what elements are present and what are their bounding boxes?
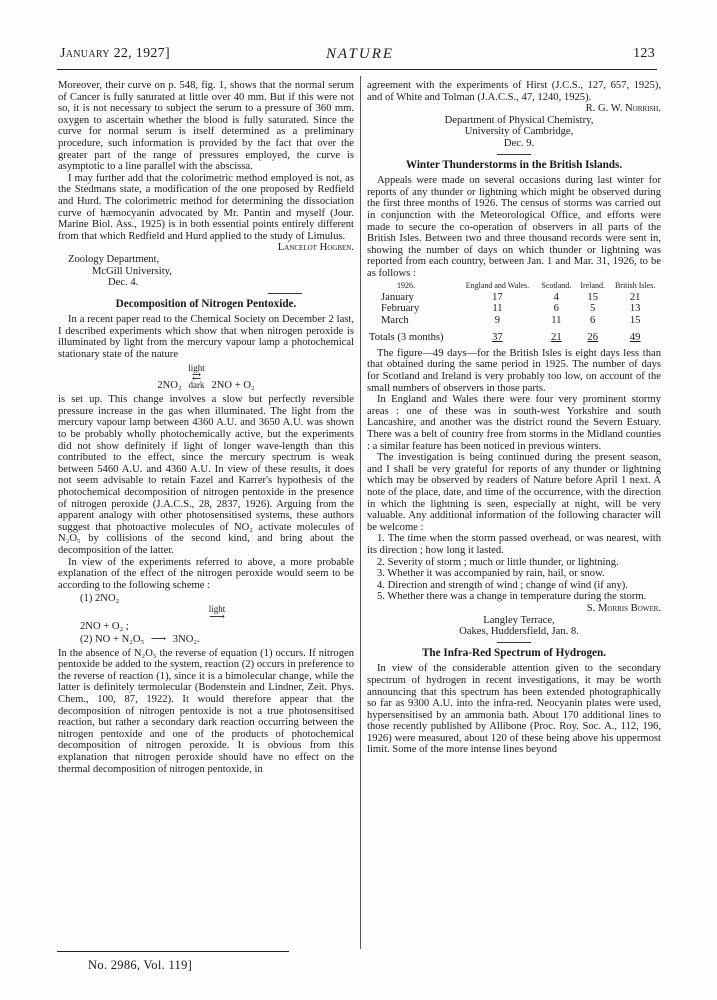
reaction-1-rhs: 2NO + O₂ ; [80, 621, 129, 633]
right-column [367, 80, 661, 756]
row-label: March [381, 314, 409, 326]
author-address: Dec. 9. [503, 137, 535, 149]
list-item: 3. Whether it was accompanied by rain, hail, or snow. [377, 568, 605, 580]
paragraph: In a recent paper read to the Chemical Society on December 2 last, I described experiments which show that when nitrogen peroxide is illuminated by light from the mercury vapour lamp a photochemical stationary state of the nature [58, 314, 354, 361]
table-cell: 11 [492, 303, 503, 315]
paragraph: In view of the experiments referred to above, a more probable explanation of the effect of the nitrogen peroxide would seem to be according to the following scheme : [58, 556, 354, 591]
table-cell: 6 [590, 314, 596, 326]
table-corner: 1926. [397, 280, 415, 290]
arrow-label-dark: dark [188, 379, 205, 390]
issue-footer: No. 2986, Vol. 119] [88, 958, 193, 972]
reaction-1-lhs: (1) 2NO₂ [80, 593, 120, 605]
table-cell: 5 [590, 303, 596, 315]
author-address: University of Cambridge, [464, 126, 574, 138]
table-cell: 21 [551, 332, 562, 344]
table-cell: 37 [492, 332, 503, 344]
table-cell: 11 [551, 314, 562, 326]
left-column [58, 80, 354, 775]
author-signature: R. G. W. Norrish. [585, 103, 661, 115]
column-header: Ireland. [580, 280, 606, 290]
row-label: February [381, 303, 420, 315]
list-item: 5. Whether there was a change in temperature during the storm. [377, 591, 647, 603]
table-header-row [367, 282, 661, 292]
table-cell: 9 [494, 314, 501, 326]
table-total-row [367, 326, 661, 344]
article-title: Decomposition of Nitrogen Pentoxide. [115, 297, 297, 310]
paragraph: The investigation is being continued during the present season, and I shall be very grateful for reports of any thunder or lightning which may be observed by readers of Nature before April 1 next. A note of the place, date, and time of the occurrence, with the direction in which the lightning is seen, especially at night, will be very valuable. Any additional information of the following character will be welcome : [367, 452, 661, 533]
arrow-label-light: light [188, 362, 205, 373]
row-label: Totals (3 months) [369, 332, 444, 344]
reversible-arrow [188, 364, 205, 390]
author-address: Langley Terrace, [483, 614, 555, 626]
author-signature: S. Morris Bower. [586, 602, 661, 614]
author-signature: Lancelot Hogben. [277, 242, 354, 254]
footer-rule [57, 951, 289, 952]
column-header: British Isles. [614, 280, 656, 290]
paragraph: is set up. This change involves a slow but perfectly reversible pressure increase in the gas when illuminated. The light from the mercury vapour lamp between 4360 A.U. and 3650 A.U. was shown to be probably wholly photochemically active, but the experiments did not show definitely if light of longer wave-length than this contributed to the effect, since the mercury spectrum is weak between 5460 A.U. and 4360 A.U. In view of these results, it does not seem advisable to retain Fazel and Karrer's hypothesis of the photochemical decomposition of nitrogen pentoxide in the presence of nitrogen peroxide (J.A.C.S., 28, 2837, 1926). Arguing from the apparent analogy with other photosensitised systems, these authors suggest that photoactive molecules of NO₂ activate molecules of N₂O₅ by collisions of the second kind, and bring about the decomposition of the latter. [58, 394, 354, 556]
thunderstorm-table [367, 282, 661, 344]
list-item: 1. The time when the storm passed overhead, or was nearest, with its direction ; how long it lasted. [367, 533, 661, 556]
equation-lhs: 2NO₂ [157, 379, 182, 391]
header-rule [57, 69, 657, 70]
author-address: Zoology Department, [68, 253, 160, 265]
header-page-number: 123 [633, 46, 655, 61]
equation-rhs: 2NO + O₂ [211, 379, 255, 391]
author-address: McGill University, [92, 265, 172, 277]
table-cell: 17 [492, 291, 503, 303]
table-row [367, 303, 661, 315]
table-row [367, 315, 661, 327]
table-cell: 13 [629, 303, 641, 315]
paragraph: I may further add that the colorimetric method employed is not, as the Stedmans state, a modification of the one proposed by Redfield and Hurd. The colorimetric method for determining the dissociation curve of hæmocyanin advocated by Mr. Pantin and myself (Jour. Marine Biol. Ass., 1925) is in both essential points entirely different from that which Redfield and Hurd applied to the study of Limulus. [58, 172, 354, 242]
reaction-2-rhs: 3NO₂. [172, 634, 200, 645]
table-row [367, 292, 661, 304]
section-rule [497, 642, 531, 643]
arrow-label-light: light [208, 604, 226, 615]
reaction-1 [80, 593, 354, 633]
row-label: January [381, 291, 414, 303]
header-journal-title: NATURE [325, 46, 395, 62]
reaction-2 [80, 634, 354, 646]
arrow-icon: light ⟶ [80, 605, 354, 621]
arrow-icon: ⇄ [191, 370, 202, 383]
reaction-scheme [80, 593, 354, 645]
article-title: The Infra-Red Spectrum of Hydrogen. [421, 646, 607, 659]
table-cell: 15 [629, 314, 641, 326]
paragraph: In England and Wales there were four very prominent stormy areas : one of these was in south-west Yorkshire and south Lancashire, and another was the district round the Severn Estuary. There was a belt of country free from storms in the Midland counties : a similar feature has been noticed in previous winters. [367, 394, 661, 452]
paragraph: Moreover, their curve on p. 548, fig. 1, shows that the normal serum of Cancer is fully saturated at little over 40 mm. But if this were not so, it is not necessary to subject the serum to a pressure of 360 mm. oxygen to ascertain whether the blood is fully saturated. Since the curve for normal serum is itself determined as a preliminary procedure, such information is provided by the fact that over the greater part of the range of pressures employed, the curve is asymptotic to a line parallel with the abscissa. [58, 80, 354, 173]
reaction-2-lhs: (2) NO + N₂O₅ [80, 634, 145, 645]
paragraph: The figure—49 days—for the British Isles is eight days less than that obtained during the same period in 1925. The number of days for Scotland and Ireland is very probably too low, on account of the small numbers of observers in those parts. [367, 347, 661, 394]
list-item: 4. Direction and strength of wind ; change of wind (if any). [377, 579, 628, 591]
equation-stationary-state [58, 364, 354, 392]
table-cell: 15 [587, 291, 598, 303]
column-header: England and Wales. [465, 280, 530, 290]
paragraph: In the absence of N₂O₅ the reverse of equation (1) occurs. If nitrogen pentoxide be added to the system, reaction (2) occurs in preference to the reverse of reaction (1), since it is a bimolecular change, while the latter is definitely termolecular (Bodenstein and Lindner, Zeit. Phys. Chem., 100, 87, 1922). It would therefore appear that the decomposition of nitrogen pentoxide is not a true photosensitised reaction, but rather a secondary dark reaction occurring between the nitrogen pentoxide and one of the products of photochemical decomposition of nitrogen peroxide. It is obvious from this explanation that nitrogen peroxide should have no effect on the thermal decomposition of nitrogen pentoxide, in [58, 647, 354, 775]
author-address: Department of Physical Chemistry, [444, 114, 594, 126]
table-cell: 6 [553, 303, 559, 315]
section-rule [268, 293, 302, 294]
paragraph: In view of the considerable attention given to the secondary spectrum of hydrogen in recent investigations, it may be worth announcing that this spectrum has been extended photographically so far as 9300 A.U. into the infra-red. Neocyanin plates were used, hypersensitised by an ammonia bath. About 170 additional lines to those recently published by Allibone (Proc. Roy. Soc. A., 112, 196, 1926) were measured, about 120 of these being above his uppermost limit. Some of the more intense lines beyond [367, 663, 661, 756]
author-address: Dec. 4. [108, 277, 139, 289]
table-cell: 4 [553, 291, 559, 303]
author-address: Oakes, Huddersfield, Jan. 8. [459, 626, 579, 638]
header-date: January 22, 1927] [60, 46, 170, 61]
paragraph: Appeals were made on several occasions during last winter for reports of any thunder or lightning which might be observed during the first three months of 1926. The census of storms was carried out in conjunction with the Meteorological Office, and efforts were made to secure the co-operation of observers in all parts of the British Isles. Between two and three thousand records were sent in, showing the number of days on which thunder or lightning was reported from each country, between Jan. 1 and Mar. 31, 1926, to be as follows : [367, 175, 661, 279]
table-cell: 49 [629, 332, 641, 344]
paragraph: agreement with the experiments of Hirst (J.C.S., 127, 657, 1925), and of White and Tolman (J.A.C.S., 47, 1240, 1925). [367, 80, 661, 103]
table-cell: 26 [587, 332, 598, 344]
column-header: Scotland. [541, 280, 572, 290]
table-cell: 21 [629, 291, 641, 303]
section-rule [497, 154, 531, 155]
list-item: 2. Severity of storm ; much or little thunder, or lightning. [377, 556, 619, 568]
article-title: Winter Thunderstorms in the British Islands. [405, 158, 623, 171]
column-divider [360, 76, 361, 949]
arrow-icon: ⟶ [150, 634, 167, 645]
